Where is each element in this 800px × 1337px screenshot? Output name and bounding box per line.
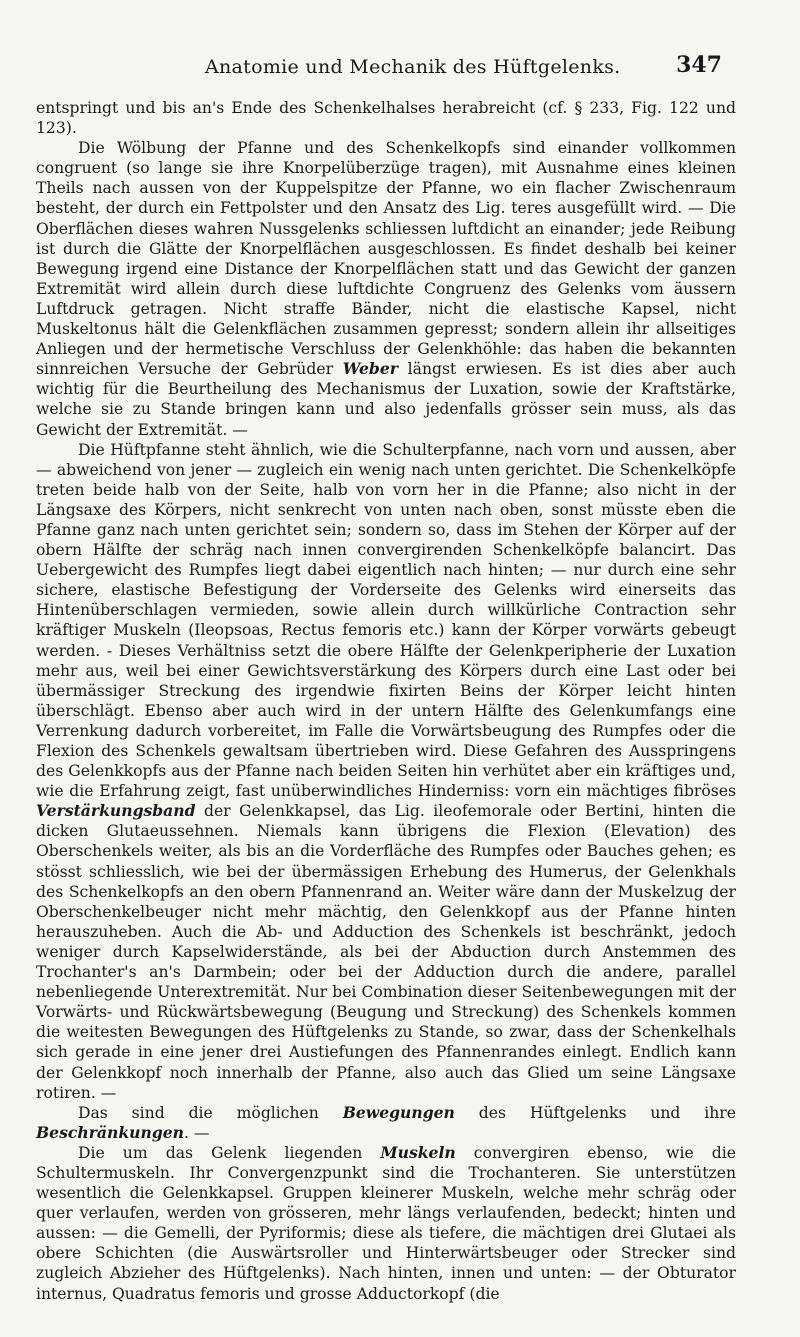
- emphasized-text: Weber: [342, 359, 398, 379]
- paragraph: [36, 138, 736, 439]
- text-run: convergiren ebenso, wie die Schultermuskeln. Ihr Convergenzpunkt sind die Trochanteren. Sie unterstützen wesentlich die Gelenkkapsel. Gruppen kleinerer Muskeln, welche mehr schräg oder quer verlaufen, werden von grösseren, mehr längs verlaufenden, bedeckt; hinten und aussen: — die Gemelli, der Pyriformis; diese als tiefere, die mächtigen drei Glutaei als obere Schichten (die Auswärtsroller und Hinterwärtsbeuger oder Strecker sind zugleich Abzieher des Hüftgelenks). Nach hinten, innen und unten: — der Obturator internus, Quadratus femoris und grosse Adductorkopf (die: [36, 1143, 736, 1303]
- emphasized-text: Muskeln: [380, 1142, 456, 1162]
- text-run: des Hüftgelenks und ihre: [454, 1103, 736, 1122]
- paragraph: [36, 1143, 736, 1304]
- text-run: Die um das Gelenk liegenden: [78, 1143, 381, 1162]
- text-run: entspringt und bis an's Ende des Schenkelhalses herabreicht (cf. § 233, Fig. 122 und 123).: [36, 99, 736, 138]
- text-run: längst erwiesen. Es ist dies aber auch wichtig für die Beurtheilung des Mechanismus der Luxation, sowie der Kraftstärke, welche sie zu Stande bringen kann und also jedenfalls grösser sein muss, als das Gewicht der Extremität. —: [36, 360, 736, 439]
- text-run: Die Wölbung der Pfanne und des Schenkelkopfs sind einander vollkommen congruent (so lange sie ihre Knorpelüberzüge tragen), mit Ausnahme eines kleinen Theils nach aussen von der Kuppelspitze der Pfanne, wo ein flacher Zwischenraum besteht, der durch ein Fettpolster und den Ansatz des Lig. teres ausgefüllt wird. — Die Oberflächen dieses wahren Nussgelenks schliessen luftdicht an einander; jede Reibung ist durch die Glätte der Knorpelflächen ausgeschlossen. Es findet deshalb bei keiner Bewegung irgend eine Distance der Knorpelflächen statt und das Gewicht der ganzen Extremität wird allein durch diese luftdichte Congruenz des Gelenks vom äussern Luftdruck getragen. Nicht straffe Bänder, nicht die elastische Kapsel, nicht Muskeltonus hält die Gelenkflächen zusammen gepresst; sondern allein ihr allseitiges Anliegen und der hermetische Verschluss der Gelenkhöhle: das haben die bekannten sinnreichen Versuche der Gebrüder: [36, 139, 736, 379]
- emphasized-text: Bewegungen: [342, 1102, 455, 1122]
- page-header: [0, 50, 800, 84]
- emphasized-text: Verstärkungsband: [36, 801, 196, 821]
- paragraph: [36, 1103, 736, 1143]
- emphasized-text: Beschränkungen: [36, 1122, 185, 1142]
- running-title: Anatomie und Mechanik des Hüftgelenks.: [205, 56, 621, 78]
- paragraph: [36, 98, 736, 138]
- text-run: Die Hüftpfanne steht ähnlich, wie die Schulterpfanne, nach vorn und aussen, aber — abweichend von jener — zugleich ein wenig nach unten gerichtet. Die Schenkelköpfe treten beide halb von der Seite, halb von vorn her in die Pfanne; also nicht in der Längsaxe des Körpers, nicht senkrecht von unten nach oben, sonst müsste eben die Pfanne ganz nach unten gerichtet sein; sondern so, dass im Stehen der Körper auf der obern Hälfte der schräg nach innen convergirenden Schenkelköpfe balancirt. Das Uebergewicht des Rumpfes liegt dabei eigentlich nach hinten; — nur durch eine sehr sichere, elastische Befestigung der Vorderseite des Gelenks wird einerseits das Hintenüberschlagen vermieden, sowie allein durch willkürliche Contraction sehr kräftiger Muskeln (Ileopsoas, Rectus femoris etc.) kann der Körper vorwärts gebeugt werden. - Dieses Verhältniss setzt die obere Hälfte der Gelenkperipherie der Luxation mehr aus, weil bei einer Gewichtsverstärkung des Körpers durch eine Last oder bei übermässiger Streckung des irgendwie fixirten Beins der Körper leicht hinten überschlägt. Ebenso aber auch wird in der untern Hälfte des Gelenkumfangs eine Verrenkung dadurch vorbereitet, im Falle die Vorwärtsbeugung des Rumpfes oder die Flexion des Schenkels gewaltsam übertrieben wird. Diese Gefahren des Ausspringens des Gelenkkopfs aus der Pfanne nach beiden Seiten hin verhütet aber ein kräftiges und, wie die Erfahrung zeigt, fast unüberwindliches Hinderniss: vorn ein mächtiges fibröses: [36, 440, 736, 801]
- paragraph: [36, 440, 736, 1103]
- text-run: der Gelenkkapsel, das Lig. ileofemorale oder Bertini, hinten die dicken Glutaeussehnen. Niemals kann übrigens die Flexion (Elevation) des Oberschenkels weiter, als bis an die Vorderfläche des Rumpfes oder Bauches gehen; es stösst schliesslich, wie bei der übermässigen Erhebung des Humerus, der Gelenkhals des Schenkelkopfs an den obern Pfannenrand an. Weiter wäre dann der Muskelzug der Oberschenkelbeuger nicht mehr mächtig, den Gelenkkopf aus der Pfanne hinten herauszuheben. Auch die Ab- und Adduction des Schenkels ist beschränkt, jedoch weniger durch Kapselwiderstände, als bei der Abduction durch Anstemmen des Trochanter's an's Darmbein; oder bei der Adduction durch die andere, parallel nebenliegende Unterextremität. Nur bei Combination dieser Seitenbewegungen mit der Vorwärts- und Rückwärtsbewegung (Beugung und Streckung) des Schenkels kommen die weitesten Bewegungen des Hüftgelenks zu Stande, so zwar, dass der Schenkelhals sich gerade in eine jener drei Austiefungen des Pfannenrandes einlegt. Endlich kann der Gelenkkopf noch innerhalb der Pfanne, also auch das Glied um seine Längsaxe rotiren. —: [36, 802, 736, 1102]
- body-text: [36, 98, 736, 1304]
- text-run: . —: [184, 1123, 210, 1142]
- text-run: Das sind die möglichen: [78, 1103, 343, 1122]
- page-number: 347: [676, 52, 722, 78]
